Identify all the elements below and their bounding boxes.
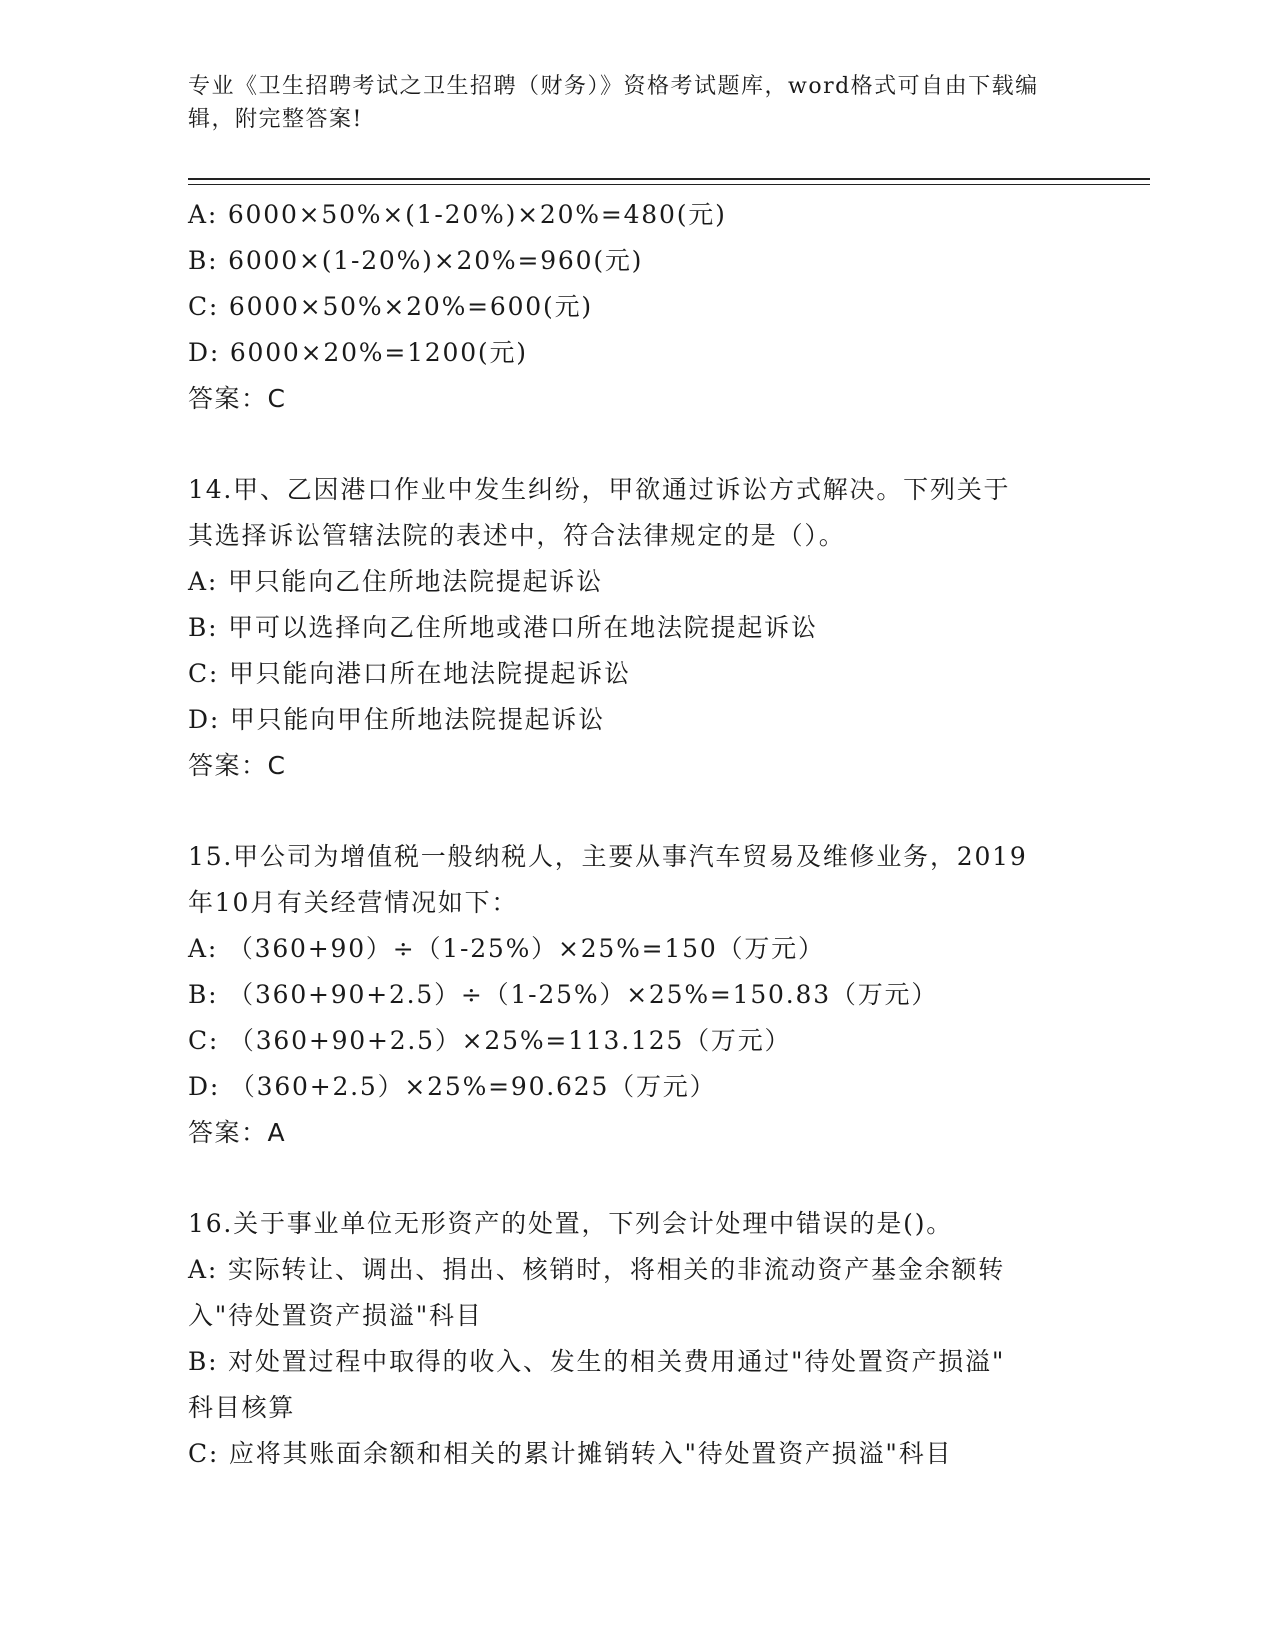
option-c: C: 应将其账面余额和相关的累计摊销转入"待处置资产损溢"科目: [188, 1439, 953, 1468]
question-stem: 14.甲、乙因港口作业中发生纠纷，甲欲通过诉讼方式解决。下列关于: [188, 475, 1011, 504]
option-a-cont: 入"待处置资产损溢"科目: [188, 1301, 483, 1330]
option-a: A: 6000×50%×(1-20%)×20%=480(元): [188, 200, 727, 229]
question-stem-cont: 其选择诉讼管辖法院的表述中，符合法律规定的是（）。: [188, 521, 846, 550]
question-stem-cont: 年10月有关经营情况如下：: [188, 888, 519, 917]
question-stem: 16.关于事业单位无形资产的处置，下列会计处理中错误的是()。: [188, 1209, 954, 1238]
option-b-cont: 科目核算: [188, 1393, 296, 1422]
option-c: C: 6000×50%×20%=600(元): [188, 292, 593, 321]
option-c: C: 甲只能向港口所在地法院提起诉讼: [188, 659, 631, 688]
option-b: B: 对处置过程中取得的收入、发生的相关费用通过"待处置资产损溢": [188, 1347, 1006, 1376]
question-stem: 15.甲公司为增值税一般纳税人，主要从事汽车贸易及维修业务，2019: [188, 842, 1028, 871]
answer: 答案：C: [188, 751, 287, 780]
answer: 答案：C: [188, 384, 287, 413]
option-c: C: （360+90+2.5）×25%=113.125（万元）: [188, 1026, 792, 1055]
option-b: B: 甲可以选择向乙住所地或港口所在地法院提起诉讼: [188, 613, 818, 642]
option-a: A: 实际转让、调出、捐出、核销时，将相关的非流动资产基金余额转: [188, 1255, 1006, 1284]
option-d: D: 甲只能向甲住所地法院提起诉讼: [188, 705, 606, 734]
question-13: [188, 192, 1088, 422]
option-a: A: 甲只能向乙住所地法院提起诉讼: [188, 567, 604, 596]
question-16: [188, 1201, 1088, 1477]
question-content: [188, 192, 1088, 1477]
option-b: B: （360+90+2.5）÷（1-25%）×25%=150.83（万元）: [188, 980, 939, 1009]
question-14: [188, 467, 1088, 789]
question-15: [188, 834, 1088, 1156]
option-d: D: 6000×20%=1200(元): [188, 338, 528, 367]
header-rule-thick: [188, 178, 1150, 180]
option-b: B: 6000×(1-20%)×20%=960(元): [188, 246, 644, 275]
header-rule-thin: [188, 184, 1150, 185]
option-d: D: （360+2.5）×25%=90.625（万元）: [188, 1072, 717, 1101]
document-header: 专业《卫生招聘考试之卫生招聘（财务）》资格考试题库，word格式可自由下载编辑，附完整答案!: [188, 74, 1039, 132]
option-a: A: （360+90）÷（1-25%）×25%=150（万元）: [188, 934, 825, 963]
answer: 答案：A: [188, 1118, 287, 1147]
